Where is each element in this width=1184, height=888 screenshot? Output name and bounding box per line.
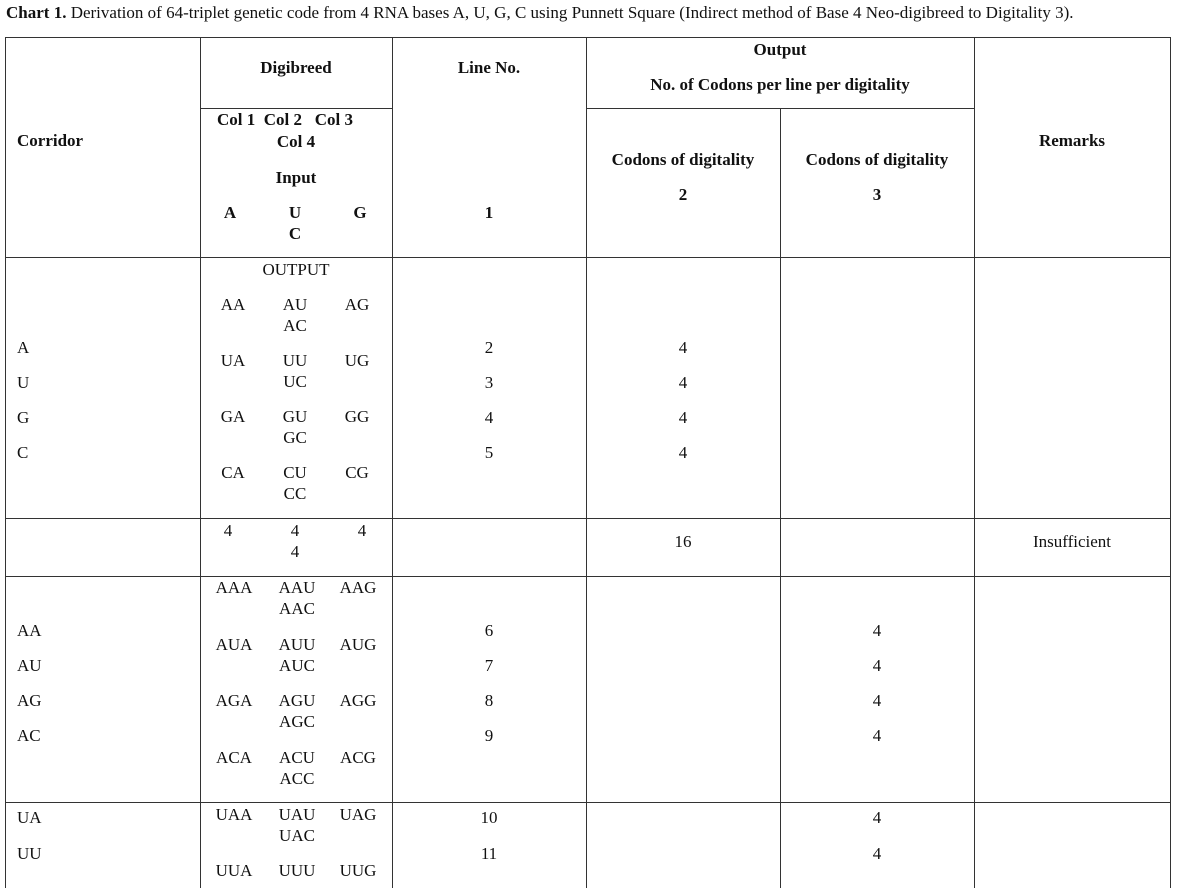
line-number: 2 [484,338,494,357]
corridor-label: AG [17,691,42,710]
codon-cell: CA [221,463,245,482]
chart-caption [6,4,1074,21]
corridor-label: C [17,443,29,462]
digitality3-count: 4 [872,726,882,745]
codon-cell: AAU [278,578,316,597]
corridor-label: AU [17,656,42,675]
caption-label: Chart 1. [6,3,67,22]
codon-cell: AUU [278,635,316,654]
remark-text: Insufficient [1032,532,1112,551]
line-number: 5 [484,443,494,462]
codon-cell: UG [344,351,370,370]
codon-cell: GU [282,407,308,426]
digitality3-count: 4 [872,808,882,827]
codon-cell: ACA [216,748,252,767]
digitality3-count: 4 [872,691,882,710]
header-output: Output [753,40,807,59]
total-col1: 4 [223,521,233,540]
codon-cell: ACU [279,748,315,767]
digitality2-count: 4 [678,338,688,357]
digibreed-col-divider [392,37,393,888]
codon-cell: AAA [215,578,253,597]
codon-cell: UAA [215,805,253,824]
codon-cell: AUC [279,656,315,675]
line-number: 8 [484,691,494,710]
digitality2-count: 4 [678,373,688,392]
corridor-col-divider [200,37,201,888]
codon-cell: GC [283,428,307,447]
input-base-u: U [288,203,302,222]
header-line-first: 1 [484,203,494,222]
codon-cell: AG [344,295,370,314]
codon-cell: UUG [339,861,377,880]
header-output-sub: No. of Codons per line per digitality [650,75,910,94]
line-number: 6 [484,621,494,640]
header-digitality3-value: 3 [872,185,882,204]
line-number: 4 [484,408,494,427]
input-base-g: G [353,203,367,222]
line-number: 3 [484,373,494,392]
header-remarks: Remarks [1038,131,1106,150]
digitality3-count: 4 [872,844,882,863]
codon-cell: ACC [279,769,315,788]
totals-bottom-border [5,576,1171,577]
header-col-labels: Col 1 Col 2 Col 3 [217,110,353,129]
header-digitality2-label: Codons of digitality [611,150,755,169]
section1-output-label: OUTPUT [262,260,330,279]
codon-cell: AAG [339,578,377,597]
codon-cell: AGG [339,691,377,710]
output-col-divider [974,37,975,888]
input-base-a: A [223,203,237,222]
line-number: 7 [484,656,494,675]
corridor-label: G [17,408,30,427]
header-bottom-border [5,257,1171,258]
line-number: 9 [484,726,494,745]
codon-cell: CG [345,463,369,482]
table-left-border [5,37,6,888]
codon-cell: AU [282,295,308,314]
corridor-label: UA [17,808,42,827]
codon-cell: UUU [278,861,316,880]
header-corridor: Corridor [17,131,84,150]
total-col3: 4 [357,521,367,540]
digibreed-header-divider [200,108,392,109]
digitality2-total: 16 [674,532,692,551]
codon-cell: UA [220,351,246,370]
codon-cell: UU [282,351,308,370]
codon-cell: AUA [215,635,253,654]
codon-cell: ACG [340,748,376,767]
codon-cell: GA [220,407,246,426]
line-number: 11 [480,844,498,863]
corridor-label: AA [17,621,42,640]
codon-cell: CC [283,484,307,503]
header-digibreed: Digibreed [260,58,332,77]
codon-cell: UAC [279,826,315,845]
total-col2: 4 [290,521,300,540]
header-line-no: Line No. [457,58,521,77]
header-digitality3-label: Codons of digitality [805,150,949,169]
codon-cell: UAG [339,805,377,824]
codon-cell: UUA [215,861,253,880]
table-right-border [1170,37,1171,888]
digitality2-count: 4 [678,408,688,427]
corridor-label: U [17,373,30,392]
total-col4: 4 [290,542,300,561]
codon-cell: AUG [339,635,377,654]
input-base-c: C [288,224,302,243]
digitality2-count: 4 [678,443,688,462]
section2-bottom-border [5,802,1171,803]
codon-cell: AGU [278,691,316,710]
codon-cell: AGA [215,691,253,710]
table-top-border [5,37,1171,38]
digitality-col-divider [780,108,781,888]
digitality3-count: 4 [872,656,882,675]
corridor-label: A [17,338,30,357]
caption-text: Derivation of 64-triplet genetic code from 4 RNA bases A, U, G, C using Punnett Square (Indirect method of Base 4 Neo-digibreed to Digitality 3). [66,3,1074,22]
codon-cell: AAC [279,599,315,618]
codon-cell: UC [283,372,307,391]
section1-bottom-border [5,518,1171,519]
codon-cell: UAU [278,805,316,824]
corridor-label: AC [17,726,41,745]
codon-cell: AC [283,316,307,335]
corridor-label: UU [17,844,42,863]
header-col4-label: Col 4 [276,132,316,151]
codon-cell: AGC [279,712,315,731]
header-input: Input [275,168,317,187]
digitality3-count: 4 [872,621,882,640]
line-number: 10 [480,808,498,827]
codon-cell: CU [283,463,307,482]
codon-cell: AA [220,295,246,314]
header-digitality2-value: 2 [678,185,688,204]
codon-cell: GG [344,407,370,426]
